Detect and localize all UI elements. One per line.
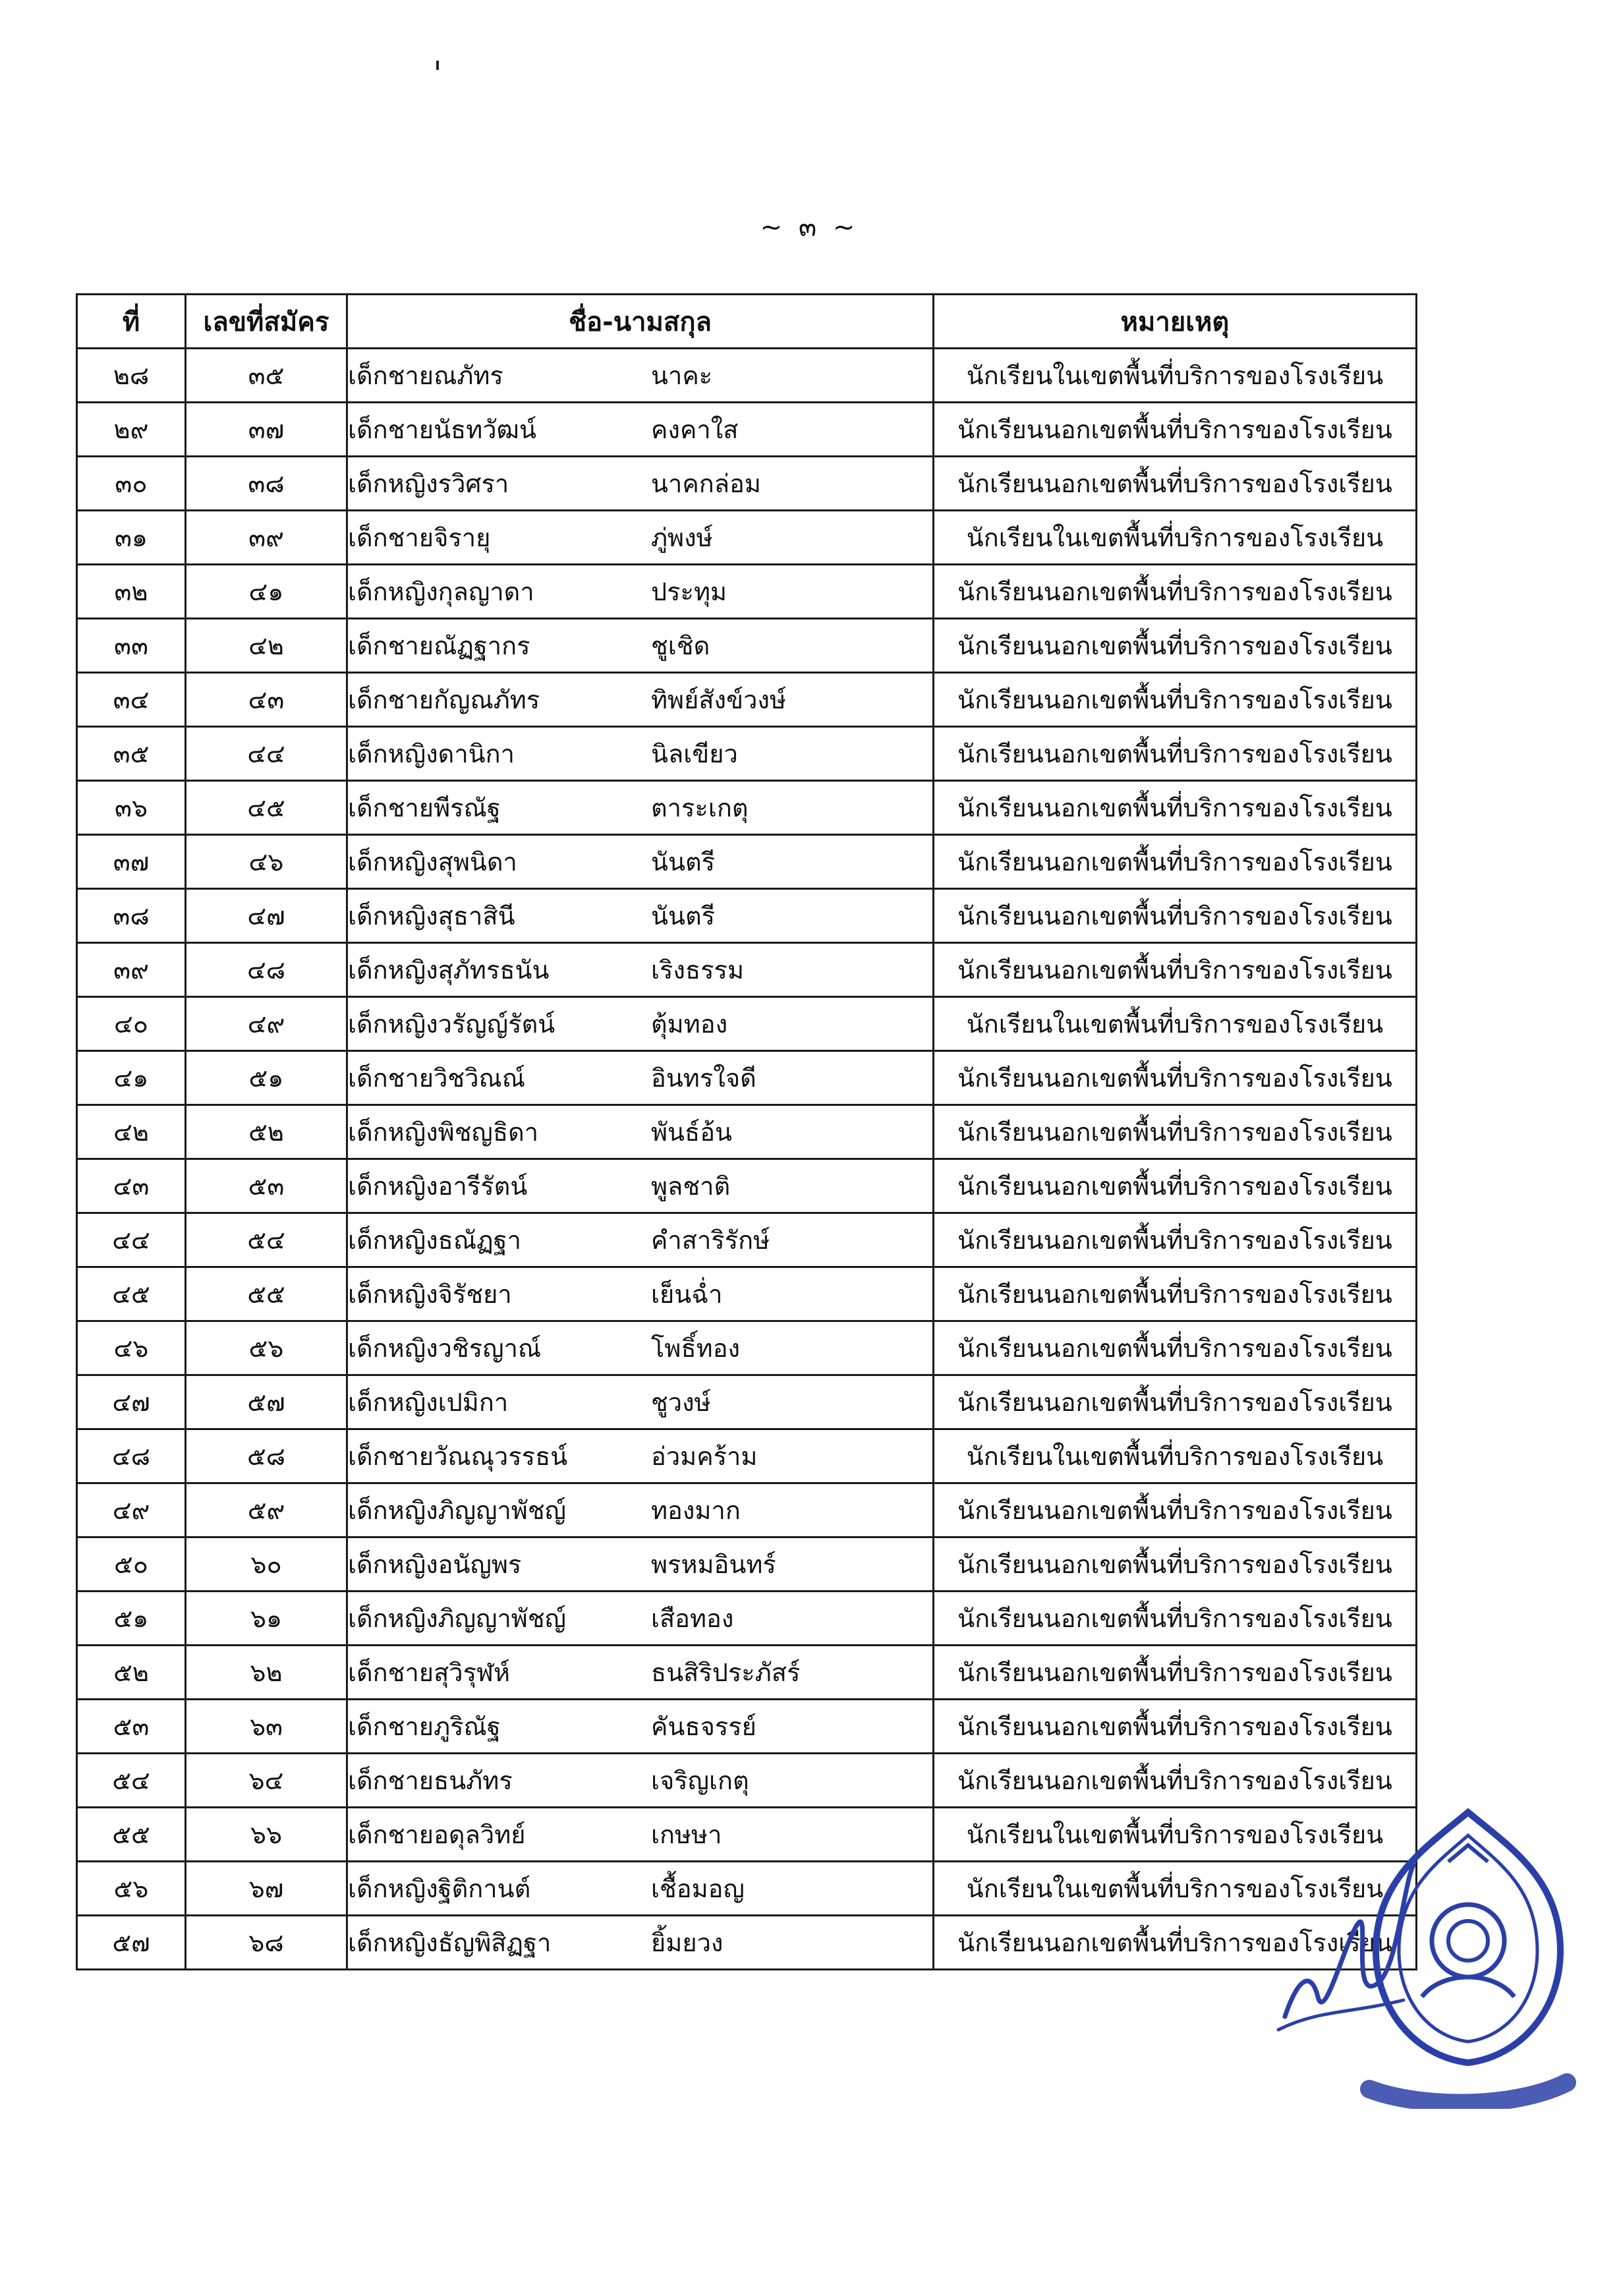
- table-header-row: [77, 295, 1417, 349]
- first-name: เด็กชายภูริณัฐ: [348, 1712, 501, 1741]
- cell-no: ๔๖: [77, 1321, 186, 1375]
- cell-full-name: [347, 781, 934, 835]
- table-row: [77, 1808, 1417, 1862]
- table-row: [77, 403, 1417, 457]
- table-row: [77, 1592, 1417, 1646]
- table-row: [77, 943, 1417, 997]
- first-name: เด็กหญิงสุธาสินี: [348, 902, 515, 931]
- table-row: [77, 1105, 1417, 1159]
- cell-remark: นักเรียนนอกเขตพื้นที่บริการของโรงเรียน: [934, 943, 1417, 997]
- cell-full-name: [347, 1483, 934, 1537]
- cell-no: ๕๗: [77, 1916, 186, 1970]
- cell-no: ๕๖: [77, 1862, 186, 1916]
- cell-full-name: [347, 1429, 934, 1483]
- cell-no: ๔๐: [77, 997, 186, 1051]
- student-roster-table: [76, 293, 1417, 1970]
- cell-application-no: ๖๘: [186, 1916, 347, 1970]
- surname: เจริญเกตุ: [651, 1766, 749, 1795]
- cell-full-name: [347, 1862, 934, 1916]
- first-name: เด็กหญิงธัญพิสิฏฐา: [348, 1928, 552, 1957]
- cell-remark: นักเรียนนอกเขตพื้นที่บริการของโรงเรียน: [934, 1375, 1417, 1429]
- first-name: เด็กหญิงภิญญาพัชญ์: [348, 1604, 567, 1633]
- cell-application-no: ๕๙: [186, 1483, 347, 1537]
- cell-no: ๔๔: [77, 1213, 186, 1267]
- cell-full-name: [347, 1592, 934, 1646]
- surname: ตาระเกตุ: [651, 793, 749, 822]
- first-name: เด็กหญิงอนัญพร: [348, 1550, 522, 1579]
- cell-no: ๔๘: [77, 1429, 186, 1483]
- cell-remark: นักเรียนนอกเขตพื้นที่บริการของโรงเรียน: [934, 1483, 1417, 1537]
- surname: เชื้อมอญ: [651, 1874, 745, 1903]
- table-row: [77, 349, 1417, 403]
- surname: เสือทอง: [651, 1604, 734, 1633]
- header-application-no: เลขที่สมัคร: [186, 295, 347, 349]
- first-name: เด็กหญิงธณัฏฐา: [348, 1226, 521, 1255]
- cell-full-name: [347, 943, 934, 997]
- first-name: เด็กชายจิรายุ: [348, 523, 491, 552]
- cell-remark: นักเรียนนอกเขตพื้นที่บริการของโรงเรียน: [934, 835, 1417, 889]
- table-row: [77, 1700, 1417, 1754]
- cell-remark: นักเรียนในเขตพื้นที่บริการของโรงเรียน: [934, 1862, 1417, 1916]
- table-row: [77, 1916, 1417, 1970]
- cell-remark: นักเรียนนอกเขตพื้นที่บริการของโรงเรียน: [934, 1159, 1417, 1213]
- cell-full-name: [347, 349, 934, 403]
- cell-application-no: ๔๔: [186, 727, 347, 781]
- cell-remark: นักเรียนนอกเขตพื้นที่บริการของโรงเรียน: [934, 1213, 1417, 1267]
- cell-remark: นักเรียนนอกเขตพื้นที่บริการของโรงเรียน: [934, 1051, 1417, 1105]
- table-row: [77, 1321, 1417, 1375]
- cell-application-no: ๔๒: [186, 619, 347, 673]
- first-name: เด็กหญิงวรัญญ์รัตน์: [348, 1010, 555, 1039]
- cell-remark: นักเรียนนอกเขตพื้นที่บริการของโรงเรียน: [934, 565, 1417, 619]
- cell-application-no: ๕๒: [186, 1105, 347, 1159]
- cell-application-no: ๕๕: [186, 1267, 347, 1321]
- surname: ภู่พงษ์: [651, 523, 713, 552]
- cell-full-name: [347, 565, 934, 619]
- surname: นิลเขียว: [651, 739, 738, 768]
- cell-no: ๓๖: [77, 781, 186, 835]
- cell-remark: นักเรียนในเขตพื้นที่บริการของโรงเรียน: [934, 349, 1417, 403]
- cell-no: ๕๓: [77, 1700, 186, 1754]
- surname: ตุ้มทอง: [651, 1010, 728, 1039]
- surname: นันตรี: [651, 847, 716, 876]
- surname: เย็นฉ่ำ: [651, 1280, 723, 1309]
- cell-application-no: ๔๑: [186, 565, 347, 619]
- table-row: [77, 1754, 1417, 1808]
- cell-no: ๓๒: [77, 565, 186, 619]
- cell-full-name: [347, 673, 934, 727]
- cell-no: ๔๑: [77, 1051, 186, 1105]
- first-name: เด็กชายสุวิรุฬห์: [348, 1658, 511, 1687]
- table-row: [77, 673, 1417, 727]
- table-row: [77, 457, 1417, 511]
- cell-full-name: [347, 1267, 934, 1321]
- first-name: เด็กชายนัธทวัฒน์: [348, 415, 536, 444]
- cell-remark: นักเรียนนอกเขตพื้นที่บริการของโรงเรียน: [934, 1592, 1417, 1646]
- cell-remark: นักเรียนนอกเขตพื้นที่บริการของโรงเรียน: [934, 1754, 1417, 1808]
- cell-full-name: [347, 889, 934, 943]
- cell-remark: นักเรียนในเขตพื้นที่บริการของโรงเรียน: [934, 1429, 1417, 1483]
- table-row: [77, 835, 1417, 889]
- cell-application-no: ๔๖: [186, 835, 347, 889]
- cell-no: ๓๐: [77, 457, 186, 511]
- first-name: เด็กชายวัณณุวรรธน์: [348, 1442, 568, 1471]
- cell-application-no: ๕๖: [186, 1321, 347, 1375]
- page-number: ~ ๓ ~: [760, 212, 859, 243]
- cell-full-name: [347, 1105, 934, 1159]
- surname: ทิพย์สังข์วงษ์: [651, 685, 787, 714]
- cell-application-no: ๖๐: [186, 1537, 347, 1592]
- cell-no: ๓๙: [77, 943, 186, 997]
- table-row: [77, 781, 1417, 835]
- cell-full-name: [347, 1700, 934, 1754]
- surname: คำสาริรักษ์: [651, 1226, 770, 1255]
- surname: นันตรี: [651, 902, 716, 931]
- cell-application-no: ๓๘: [186, 457, 347, 511]
- cell-full-name: [347, 1646, 934, 1700]
- first-name: เด็กหญิงกุลญาดา: [348, 577, 534, 606]
- cell-no: ๔๓: [77, 1159, 186, 1213]
- first-name: เด็กหญิงเปมิกา: [348, 1388, 509, 1417]
- cell-no: ๔๙: [77, 1483, 186, 1537]
- table-row: [77, 1267, 1417, 1321]
- cell-remark: นักเรียนนอกเขตพื้นที่บริการของโรงเรียน: [934, 781, 1417, 835]
- first-name: เด็กหญิงพิชญธิดา: [348, 1118, 539, 1147]
- cell-application-no: ๖๖: [186, 1808, 347, 1862]
- cell-full-name: [347, 1375, 934, 1429]
- cell-application-no: ๓๗: [186, 403, 347, 457]
- table-row: [77, 1537, 1417, 1592]
- cell-no: ๔๗: [77, 1375, 186, 1429]
- table-row: [77, 1646, 1417, 1700]
- surname: พันธ์อ้น: [651, 1118, 733, 1147]
- cell-full-name: [347, 1159, 934, 1213]
- cell-no: ๒๘: [77, 349, 186, 403]
- cell-application-no: ๖๗: [186, 1862, 347, 1916]
- table-row: [77, 889, 1417, 943]
- cell-no: ๕๐: [77, 1537, 186, 1592]
- surname: เริงธรรม: [651, 956, 745, 985]
- cell-remark: นักเรียนนอกเขตพื้นที่บริการของโรงเรียน: [934, 1916, 1417, 1970]
- cell-full-name: [347, 403, 934, 457]
- cell-remark: นักเรียนนอกเขตพื้นที่บริการของโรงเรียน: [934, 1321, 1417, 1375]
- surname: อ่วมคร้าม: [651, 1442, 758, 1471]
- first-name: เด็กหญิงสุพนิดา: [348, 847, 517, 876]
- first-name: เด็กชายกัญณภัทร: [348, 685, 540, 714]
- first-name: เด็กชายอดุลวิทย์: [348, 1820, 526, 1849]
- table-row: [77, 1213, 1417, 1267]
- cell-application-no: ๔๕: [186, 781, 347, 835]
- first-name: เด็กหญิงรวิศรา: [348, 469, 509, 498]
- cell-no: ๓๕: [77, 727, 186, 781]
- header-remark: หมายเหตุ: [934, 295, 1417, 349]
- first-name: เด็กหญิงวชิรญาณ์: [348, 1334, 542, 1363]
- surname: พูลชาติ: [651, 1172, 731, 1201]
- cell-full-name: [347, 1916, 934, 1970]
- surname: ธนสิริประภัสร์: [651, 1658, 801, 1687]
- cell-no: ๔๕: [77, 1267, 186, 1321]
- cell-no: ๒๙: [77, 403, 186, 457]
- surname: ประทุม: [651, 577, 727, 606]
- cell-no: ๔๒: [77, 1105, 186, 1159]
- header-no: ที่: [77, 295, 186, 349]
- surname: คันธจรรย์: [651, 1712, 756, 1741]
- table-body: [77, 349, 1417, 1970]
- cell-full-name: [347, 727, 934, 781]
- surname: เกษษา: [651, 1820, 722, 1849]
- cell-remark: นักเรียนนอกเขตพื้นที่บริการของโรงเรียน: [934, 727, 1417, 781]
- cell-application-no: ๔๘: [186, 943, 347, 997]
- surname: พรหมอินทร์: [651, 1550, 776, 1579]
- cell-application-no: ๔๗: [186, 889, 347, 943]
- cell-full-name: [347, 1051, 934, 1105]
- cell-remark: นักเรียนนอกเขตพื้นที่บริการของโรงเรียน: [934, 403, 1417, 457]
- cell-remark: นักเรียนนอกเขตพื้นที่บริการของโรงเรียน: [934, 673, 1417, 727]
- cell-remark: นักเรียนนอกเขตพื้นที่บริการของโรงเรียน: [934, 457, 1417, 511]
- cell-application-no: ๕๓: [186, 1159, 347, 1213]
- cell-no: ๓๑: [77, 511, 186, 565]
- cell-remark: นักเรียนในเขตพื้นที่บริการของโรงเรียน: [934, 997, 1417, 1051]
- table-row: [77, 1051, 1417, 1105]
- cell-full-name: [347, 619, 934, 673]
- cell-no: ๕๑: [77, 1592, 186, 1646]
- cell-full-name: [347, 1321, 934, 1375]
- cell-full-name: [347, 457, 934, 511]
- cell-no: ๕๕: [77, 1808, 186, 1862]
- table-row: [77, 997, 1417, 1051]
- first-name: เด็กชายวิชวิณณ์: [348, 1064, 526, 1093]
- cell-no: ๓๓: [77, 619, 186, 673]
- cell-application-no: ๕๘: [186, 1429, 347, 1483]
- first-name: เด็กชายณภัทร: [348, 361, 503, 390]
- header-full-name: ชื่อ-นามสกุล: [347, 295, 934, 349]
- cell-remark: นักเรียนในเขตพื้นที่บริการของโรงเรียน: [934, 1808, 1417, 1862]
- table-row: [77, 1429, 1417, 1483]
- cell-application-no: ๕๗: [186, 1375, 347, 1429]
- cell-no: ๓๗: [77, 835, 186, 889]
- scan-mark: [436, 61, 439, 70]
- cell-no: ๕๒: [77, 1646, 186, 1700]
- cell-remark: นักเรียนนอกเขตพื้นที่บริการของโรงเรียน: [934, 1646, 1417, 1700]
- surname: นาคกล่อม: [651, 469, 761, 498]
- cell-full-name: [347, 835, 934, 889]
- cell-full-name: [347, 1808, 934, 1862]
- cell-remark: นักเรียนนอกเขตพื้นที่บริการของโรงเรียน: [934, 619, 1417, 673]
- cell-application-no: ๖๑: [186, 1592, 347, 1646]
- cell-full-name: [347, 511, 934, 565]
- cell-application-no: ๕๔: [186, 1213, 347, 1267]
- surname: นาคะ: [651, 361, 713, 390]
- first-name: เด็กหญิงภิญญาพัชญ์: [348, 1496, 567, 1525]
- surname: ชูวงษ์: [651, 1388, 711, 1417]
- cell-remark: นักเรียนนอกเขตพื้นที่บริการของโรงเรียน: [934, 1537, 1417, 1592]
- cell-application-no: ๖๔: [186, 1754, 347, 1808]
- cell-remark: นักเรียนนอกเขตพื้นที่บริการของโรงเรียน: [934, 889, 1417, 943]
- surname: โพธิ์ทอง: [651, 1334, 741, 1363]
- cell-application-no: ๔๓: [186, 673, 347, 727]
- table-row: [77, 1375, 1417, 1429]
- cell-no: ๕๔: [77, 1754, 186, 1808]
- cell-application-no: ๖๒: [186, 1646, 347, 1700]
- cell-remark: นักเรียนในเขตพื้นที่บริการของโรงเรียน: [934, 511, 1417, 565]
- cell-application-no: ๖๓: [186, 1700, 347, 1754]
- first-name: เด็กหญิงฐิติกานต์: [348, 1874, 531, 1903]
- surname: ยิ้มยวง: [651, 1928, 724, 1957]
- table-row: [77, 1483, 1417, 1537]
- cell-remark: นักเรียนนอกเขตพื้นที่บริการของโรงเรียน: [934, 1700, 1417, 1754]
- table-row: [77, 619, 1417, 673]
- first-name: เด็กชายธนภัทร: [348, 1766, 513, 1795]
- cell-remark: นักเรียนนอกเขตพื้นที่บริการของโรงเรียน: [934, 1105, 1417, 1159]
- cell-application-no: ๓๙: [186, 511, 347, 565]
- table-row: [77, 565, 1417, 619]
- surname: ชูเชิด: [651, 631, 710, 660]
- surname: คงคาใส: [651, 415, 739, 444]
- first-name: เด็กหญิงดานิกา: [348, 739, 515, 768]
- first-name: เด็กหญิงอารีรัตน์: [348, 1172, 528, 1201]
- cell-full-name: [347, 997, 934, 1051]
- first-name: เด็กหญิงสุภัทรธนัน: [348, 956, 550, 985]
- cell-remark: นักเรียนนอกเขตพื้นที่บริการของโรงเรียน: [934, 1267, 1417, 1321]
- cell-full-name: [347, 1213, 934, 1267]
- cell-no: ๓๔: [77, 673, 186, 727]
- table-row: [77, 1159, 1417, 1213]
- cell-application-no: ๓๕: [186, 349, 347, 403]
- school-seal-icon: [1349, 1799, 1587, 2109]
- surname: อินทรใจดี: [651, 1064, 756, 1093]
- table-row: [77, 727, 1417, 781]
- cell-application-no: ๔๙: [186, 997, 347, 1051]
- first-name: เด็กหญิงจิรัชยา: [348, 1280, 512, 1309]
- cell-full-name: [347, 1537, 934, 1592]
- cell-full-name: [347, 1754, 934, 1808]
- first-name: เด็กชายณัฏฐากร: [348, 631, 530, 660]
- first-name: เด็กชายพีรณัฐ: [348, 793, 501, 822]
- table-row: [77, 511, 1417, 565]
- table-row: [77, 1862, 1417, 1916]
- surname: ทองมาก: [651, 1496, 741, 1525]
- cell-no: ๓๘: [77, 889, 186, 943]
- cell-application-no: ๕๑: [186, 1051, 347, 1105]
